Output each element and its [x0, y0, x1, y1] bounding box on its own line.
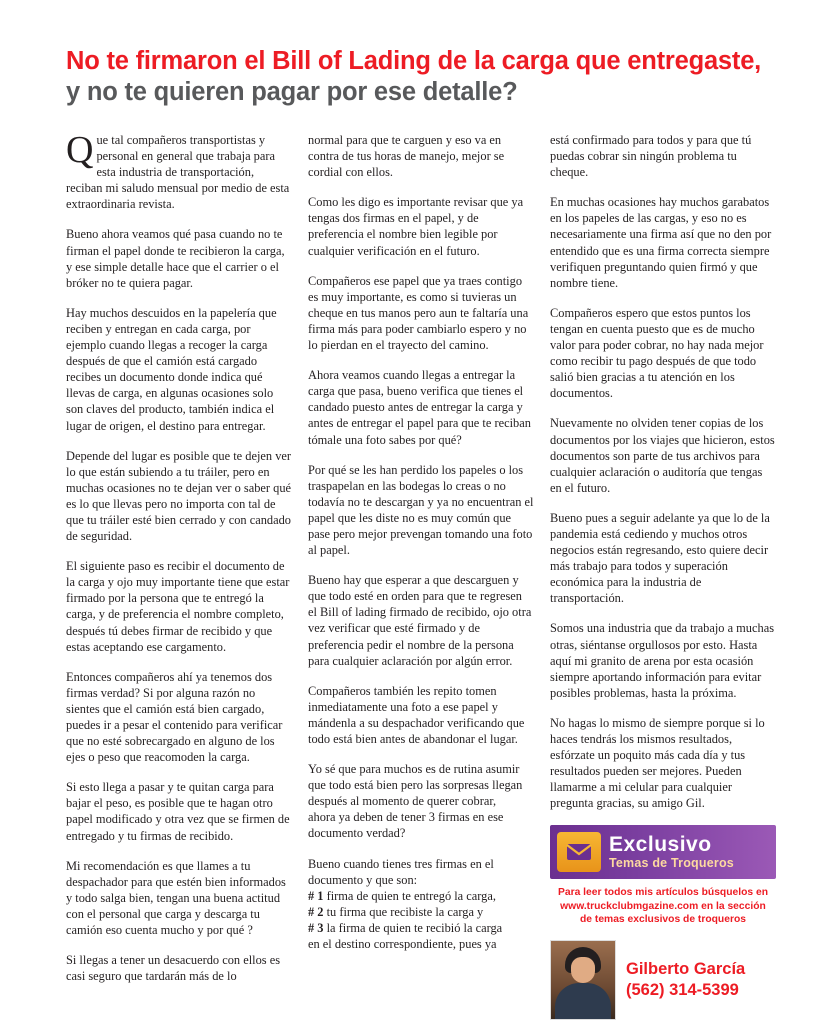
article-columns [66, 129, 776, 1000]
paragraph: Compañeros también les repito tomen inmediatamente una foto a ese papel y mándenla a su despachador verificando que todo está bien antes de abandonar el lugar. [308, 683, 525, 746]
paragraph: Nuevamente no olviden tener copias de los documentos por los viajes que hicieron, estos documentos son parte de tus archivos para cualquier aclaración o auditoría que tengas en el futuro. [550, 416, 775, 495]
author-block [550, 940, 776, 1020]
paragraph: En muchas ocasiones hay muchos garabatos en los papeles de las cargas, y eso no es necesariamente una firma así que no den por entendido que es una firma correcta siempre verifiquen preguntando quien firmó y que nombre tiene. [550, 195, 772, 290]
paragraph: Bueno cuando tienes tres firmas en el documento y que son: [308, 856, 494, 887]
paragraph: Por qué se les han perdido los papeles o los traspapelan en las bodegas lo creas o no todavía no te descargan y ya no encuentran el papel que les diste no es muy común que pase pero mejor prevengan tomando una foto al papel. [308, 462, 534, 558]
paragraph: en el destino correspondiente, pues ya [308, 937, 497, 952]
paragraph: Bueno ahora veamos qué pasa cuando no te firman el papel donde te recibieron la carga, y ese simple detalle hace que el carrier o el bróker no te quiera pagar. [66, 227, 285, 290]
paragraph: ahora ya deben de tener 3 firmas en ese documento verdad? [308, 810, 504, 841]
paragraph: No hagas lo mismo de siempre porque si lo haces tendrás los mismos resultados, esfórzate un poquito más cada día y tus resultados pueden ser mejores. Pueden llamarme a mi celular para cualquier pregunta gracias, su amigo Gil. [550, 715, 765, 811]
magazine-promo [550, 825, 776, 926]
paragraph: Mi recomendación es que llames a tu despachador para que estén bien informados y todo salga bien, tengan una buena actitud con el personal que carga y descarga tu camión eso cuenta mucho y por qué ? [66, 858, 286, 938]
page-title [66, 46, 778, 108]
envelope-icon [557, 832, 601, 872]
list-item [308, 888, 534, 904]
paragraph: normal para que te carguen y eso va en contra de tus horas de manejo, mejor se cordial con ellos. [308, 133, 505, 180]
paragraph: Entonces compañeros ahí ya tenemos dos firmas verdad? Si por alguna razón no sientes que el camión está bien cargado, puedes ir a pesar el contenido para verificar que no esté sobrecargado en alguno de los ejes o peso que reacomoden la carga. [66, 669, 283, 765]
list-item-text: tu firma que recibiste la carga y [323, 904, 484, 919]
author-info [626, 959, 745, 1001]
promo-line-1: Para leer todos mis artículos búsquelos en [557, 887, 768, 899]
exclusivo-logo-text [609, 834, 734, 870]
author-name: Gilberto García [626, 960, 746, 979]
paragraph: Si esto llega a pasar y te quitan carga para bajar el peso, es posible que te hagan otro papel modificado y otra vez que se firmen de entregado y tu firmas de recibido. [66, 780, 290, 843]
list-item-text: la firma de quien te recibió la carga [323, 920, 503, 935]
headline-red: No te firmaron el Bill of Lading de la carga que entregaste, [66, 47, 762, 75]
paragraph: Ahora veamos cuando llegas a entregar la carga que pasa, bueno verifica que tienes el candado puesto antes de entregar la carga y antes de entregar el papel para que te reciban tómale una foto sabes por qué? [308, 368, 531, 447]
list-item [308, 920, 534, 936]
exclusivo-logo [550, 825, 776, 879]
list-item-text: firma de quien te entregó la carga, [323, 888, 496, 903]
promo-website[interactable]: www.truckclubmgazine.com [560, 900, 699, 912]
paragraph: Yo sé que para muchos es de rutina asumir que todo está bien pero las sorpresas llegan después al momento de querer cobrar, [308, 762, 523, 809]
paragraph: Si llegas a tener un desacuerdo con ellos es casi seguro que tardarán más de lo [66, 953, 281, 984]
paragraph: Como les digo es importante revisar que ya tengas dos firmas en el papel, y de preferencia el nombre bien legible por cualquier verificación en el futuro. [308, 195, 524, 258]
column-1 [66, 129, 292, 984]
list-item-number: # 2 [308, 904, 324, 919]
column-2 [308, 132, 534, 972]
drop-cap: Q [66, 129, 94, 171]
promo-text [550, 886, 776, 926]
author-phone[interactable]: (562) 314-5399 [626, 981, 739, 1000]
paragraph: Hay muchos descuidos en la papelería que reciben y entregan en cada carga, por ejemplo cuando llegas a recoger la carga después de que el camión está cargado recibes un documento donde indica qué llevas de carga, en algunas ocasiones solo son claves del producto, también indica el lugar de origen, el destino para entregar. [66, 305, 277, 433]
paragraph: Bueno pues a seguir adelante ya que lo de la pandemia está cediendo y muchos otros negocios están regresando, esto quiere decir más trabajo para todos y superación económica para la industria de transportación. [550, 510, 770, 606]
list-item-number: # 1 [308, 888, 324, 903]
paragraph: El siguiente paso es recibir el documento de la carga y ojo muy importante tiene que estar firmado por la persona que te entregó la carga, y de preferencia el nombre completo, después tú debes firmar de recibido y que estas aceptando ese cargamento. [66, 559, 290, 654]
promo-line-3: de temas exclusivos de troqueros [580, 913, 746, 925]
paragraph: Compañeros espero que estos puntos los tengan en cuenta puesto que es de mucho valor para poder cobrar, no hay nada mejor como recibir tu pago después de que todo salió bien gracias a tu atención en los documentos. [550, 305, 764, 401]
paragraph: Somos una industria que da trabajo a muchas otras, siéntanse orgullosos por esto. Hasta aquí mi granito de arena por esta ocasión siempre aportando información para evitar posibles problemas, hasta la próxima. [550, 621, 775, 700]
paragraph: Depende del lugar es posible que te dejen ver lo que están subiendo a tu tráiler, pero en muchas ocasiones no te dejan ver o saber qué es lo que llevas pero no importa con tal de que tu tráiler esté bien cerrado y con candado de seguridad. [66, 448, 292, 544]
paragraph: está confirmado para todos y para que tú puedas cobrar sin ningún problema tu cheque. [550, 133, 752, 180]
paragraph [66, 129, 292, 212]
logo-line-1: Exclusivo [609, 833, 712, 857]
list-item-number: # 3 [308, 920, 324, 935]
logo-line-2: Temas de Troqueros [609, 856, 734, 871]
paragraph: Bueno hay que esperar a que descarguen y que todo esté en orden para que te regresen el Bill of lading firmado de recibido, ojo otra vez verificar que esté firmado y de preferencia pedir el nombre de la persona para cualquier aclaración por algún error. [308, 573, 532, 668]
list-item [308, 904, 534, 920]
headline-grey: y no te quieren pagar por ese detalle? [66, 78, 518, 106]
column-3 [550, 132, 776, 1000]
promo-line-2: en la sección [698, 900, 766, 912]
paragraph: Compañeros ese papel que ya traes contigo es muy importante, es como si tuvieras un cheque en tus manos pero aun te faltaría una firma más para poder cambiarlo espero y no lo pierdan en el trayecto del camino. [308, 273, 529, 353]
paragraph-text: ue tal compañeros transportistas y personal en general que trabaja para esta industria de transportación, reciban mi saludo mensual por medio de esta extraordinaria revista. [66, 133, 290, 212]
avatar [550, 940, 616, 1020]
